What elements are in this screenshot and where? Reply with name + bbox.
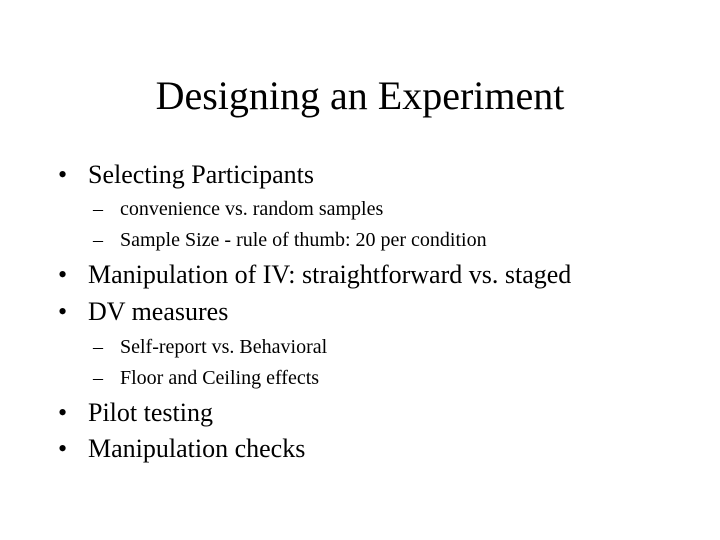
sub-bullet-marker: – xyxy=(93,198,103,220)
bullet-text: DV measures xyxy=(88,297,229,326)
bullet-text: Pilot testing xyxy=(88,398,213,427)
bullet-marker: • xyxy=(58,260,68,289)
slide-title: Designing an Experiment xyxy=(155,73,565,118)
bullet-text: Manipulation checks xyxy=(88,434,306,463)
bullet-marker: • xyxy=(58,160,68,189)
sub-bullet-text: Sample Size - rule of thumb: 20 per condition xyxy=(120,229,487,251)
bullet-marker: • xyxy=(58,434,68,463)
sub-bullet-marker: – xyxy=(93,367,103,389)
sub-bullet-text: Floor and Ceiling effects xyxy=(120,367,320,389)
sub-bullet-text: convenience vs. random samples xyxy=(120,198,384,220)
bullet-marker: • xyxy=(58,398,68,427)
bullet-text: Manipulation of IV: straightforward vs. staged xyxy=(88,260,572,289)
sub-bullet-marker: – xyxy=(93,336,103,358)
bullet-text: Selecting Participants xyxy=(88,160,315,189)
bullet-marker: • xyxy=(58,297,68,326)
sub-bullet-marker: – xyxy=(93,229,103,251)
sub-bullet-text: Self-report vs. Behavioral xyxy=(120,336,328,358)
